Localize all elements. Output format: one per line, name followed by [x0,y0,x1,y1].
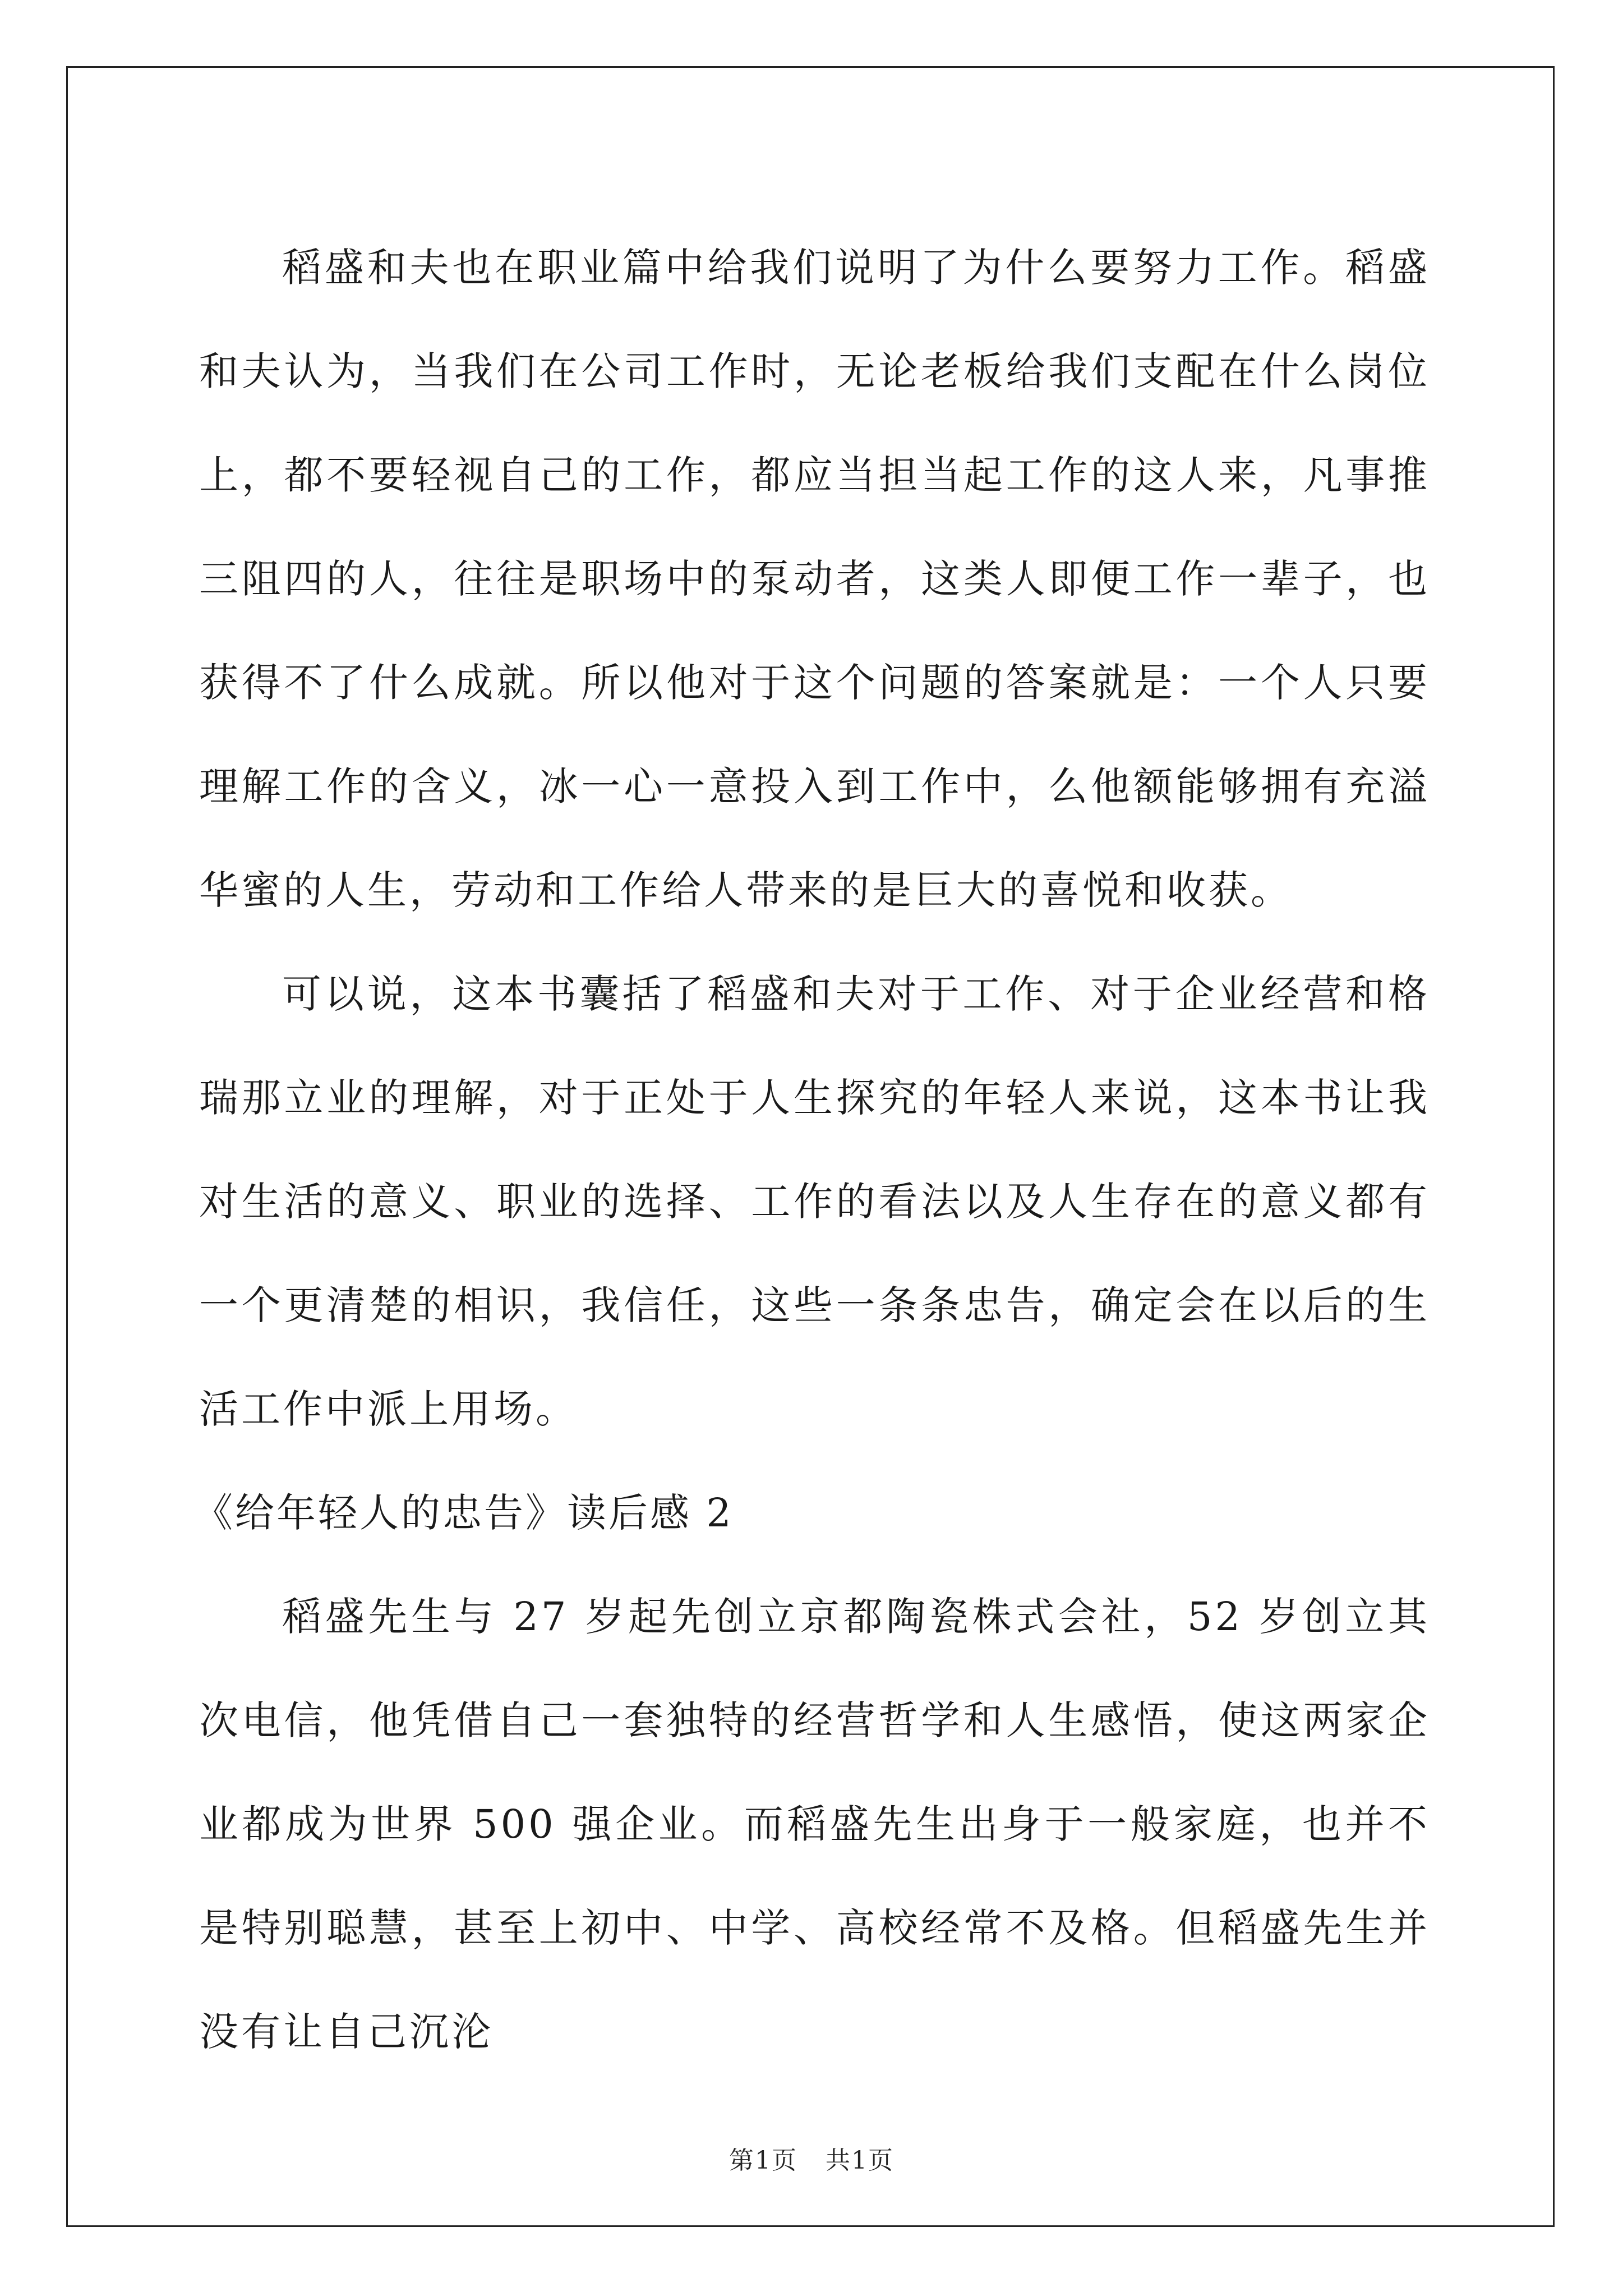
paragraph: 稻盛先生与 27 岁起先创立京都陶瓷株式会社，52 岁创立其次电信，他凭借自己一套独特的经营哲学和人生感悟，使这两家企业都成为世界 500 强企业。而稻盛先生出身于一般家庭，也并不是特别聪慧，甚至上初中、中学、高校经常不及格。但稻盛先生并没有让自己沉沦 [199,1594,1430,2055]
paragraph: 稻盛和夫也在职业篇中给我们说明了为什么要努力工作。稻盛和夫认为，当我们在公司工作时，无论老板给我们支配在什么岗位上，都不要轻视自己的工作，都应当担当起工作的这人来，凡事推三阻四的人，往往是职场中的泵动者，这类人即便工作一辈子，也获得不了什么成就。所以他对于这个问题的答案就是：一个人只要理解工作的含义，冰一心一意投入到工作中，么他额能够拥有充溢华蜜的人生，劳动和工作给人带来的是巨大的喜悦和收获。 [199,245,1430,913]
page-number: 第1页 [729,2146,797,2175]
paragraph: 可以说，这本书囊括了稻盛和夫对于工作、对于企业经营和格瑞那立业的理解，对于正处于人生探究的年轻人来说，这本书让我对生活的意义、职业的选择、工作的看法以及人生存在的意义都有一个更清楚的相识，我信任，这些一条条忠告，确定会在以后的生活工作中派上用场。 [199,971,1430,1432]
page-total: 共1页 [826,2146,894,2175]
page-footer [0,2140,1623,2176]
document-body [193,216,1430,2084]
section-heading: 《给年轻人的忠告》读后感 2 [193,1490,734,1536]
